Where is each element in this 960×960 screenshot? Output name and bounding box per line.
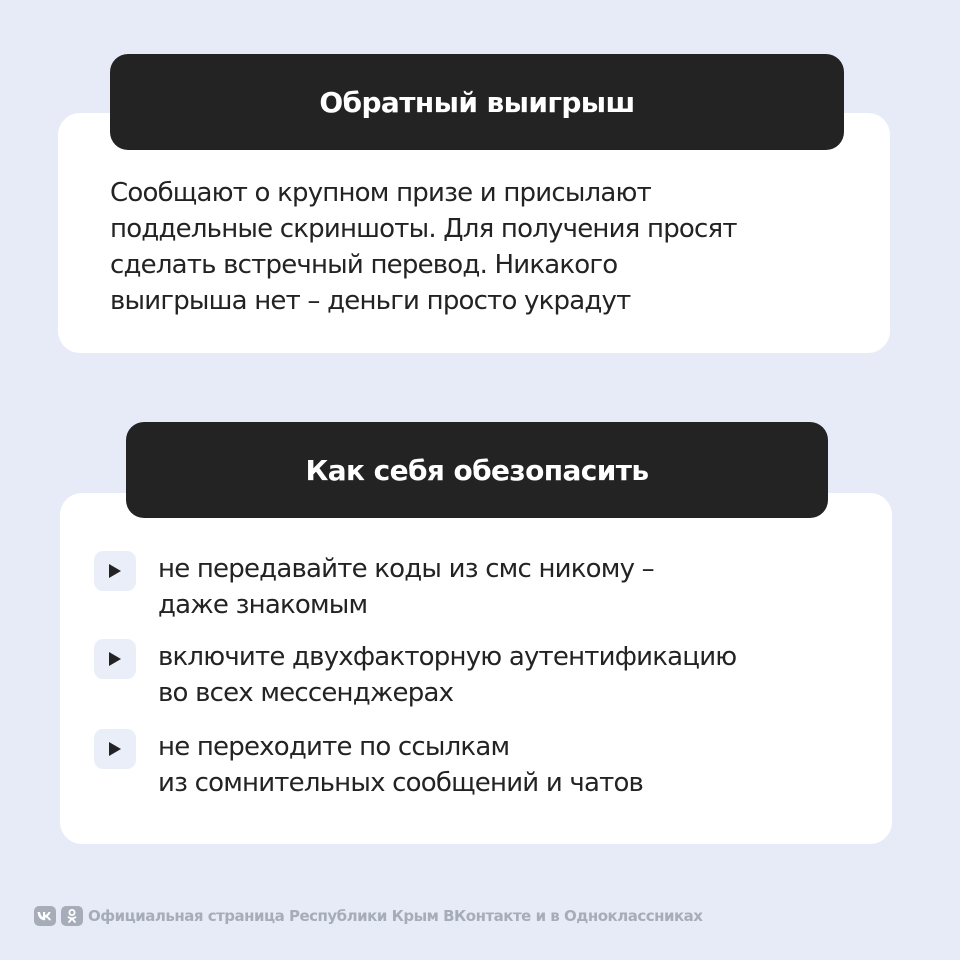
footer-text: Официальная страница Республики Крым ВКонтакте и в Одноклассниках xyxy=(88,907,703,925)
scam-description-line: Сообщают о крупном призе и присылают xyxy=(110,178,651,208)
ok-logo-icon xyxy=(61,906,83,926)
play-icon xyxy=(94,639,136,679)
scam-description xyxy=(110,175,870,319)
scam-title: Обратный выигрыш xyxy=(110,54,844,150)
play-icon xyxy=(94,729,136,769)
scam-description-line: сделать встречный перевод. Никакого xyxy=(110,250,618,280)
footer xyxy=(34,905,702,927)
scam-description-line: поддельные скриншоты. Для получения просят xyxy=(110,214,737,244)
tip-text xyxy=(158,639,868,711)
tip-line: не переходите по ссылкам xyxy=(158,732,510,762)
tip-text xyxy=(158,729,868,801)
tip-line: включите двухфакторную аутентификацию xyxy=(158,642,737,672)
tip-text xyxy=(158,551,868,623)
tip-item xyxy=(94,551,874,631)
tip-line: даже знакомым xyxy=(158,590,368,620)
tip-line: во всех мессенджерах xyxy=(158,678,454,708)
scam-description-line: выигрыша нет – деньги просто украдут xyxy=(110,286,631,316)
play-icon xyxy=(94,551,136,591)
tip-item xyxy=(94,639,874,719)
tip-line: не передавайте коды из смс никому – xyxy=(158,554,654,584)
vk-logo-icon xyxy=(34,906,56,926)
safety-title: Как себя обезопасить xyxy=(126,422,828,518)
tip-item xyxy=(94,729,874,809)
tip-line: из сомнительных сообщений и чатов xyxy=(158,768,644,798)
